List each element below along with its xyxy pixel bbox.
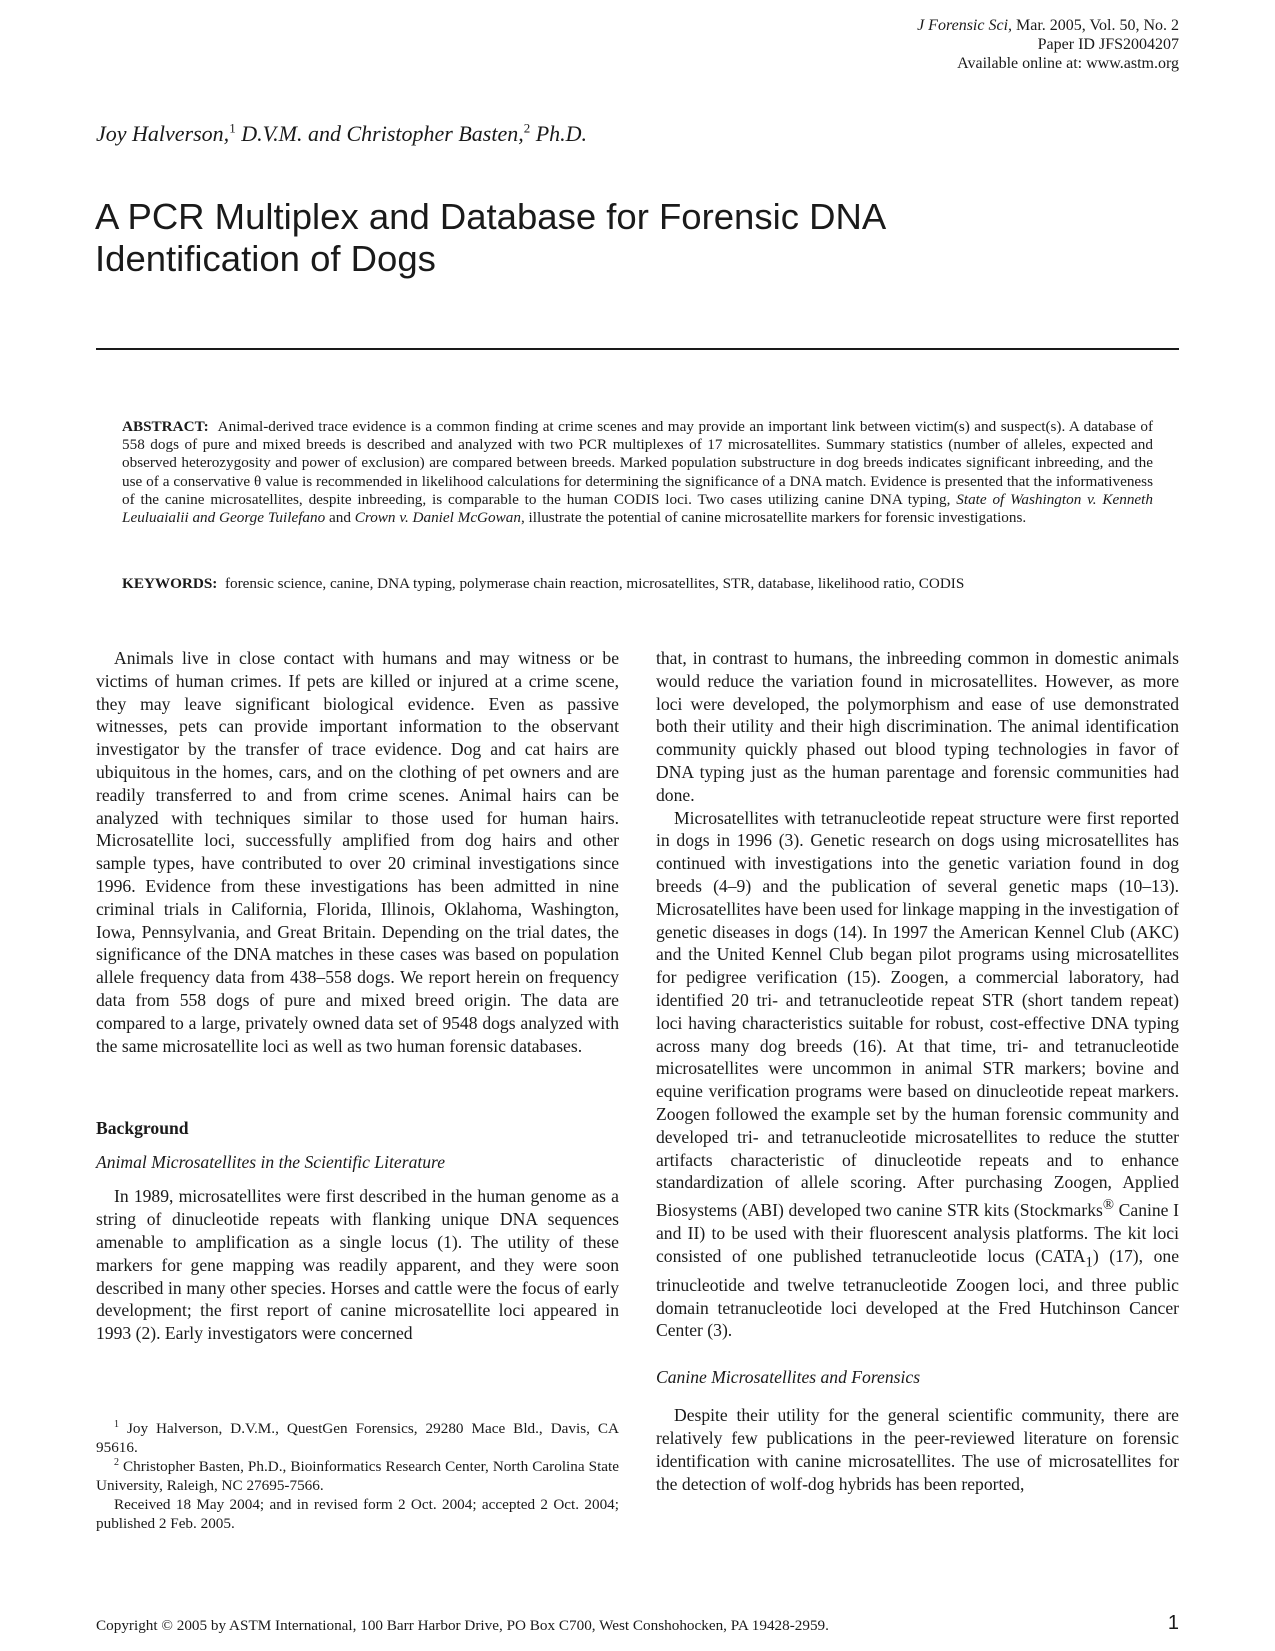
paragraph-continuation: that, in contrast to humans, the inbreeding common in domestic animals would reduce the variation found in microsatellites. However, as more loci were developed, the polymorphism and ease of use demonstrated both their utility and their high discrimination. The animal identification community quickly phased out blood typing technologies in favor of DNA typing just as the human parentage and forensic communities had done. xyxy=(656,648,1179,805)
abstract-text-1: Animal-derived trace evidence is a common finding at crime scenes and may provide an important link between victim(s) and suspect(s). A database of 558 dogs of pure and mixed breeds is described and analyzed with two PCR multiplexes of 17 microsatellites. Summary statistics (number of alleles, expected and observed heterozygosity and power of exclusion) are compared between breeds. Marked population substructure in dog breeds indicates significant inbreeding, and the use of a conservative θ value is recommended in likelihood calculations for determining the significance of a DNA match. Evidence is presented that the informativeness of the canine microsatellites, despite inbreeding, is comparable to the human CODIS loci. Two cases utilizing canine DNA typing, xyxy=(122,418,1154,508)
received-dates: Received 18 May 2004; and in revised form 2 Oct. 2004; accepted 2 Oct. 2004; published 2 Feb. 2005. xyxy=(96,1496,619,1532)
right-column xyxy=(656,647,1179,1495)
left-column xyxy=(96,647,619,1345)
online-availability: Available online at: www.astm.org xyxy=(957,55,1179,72)
author-2-footnote-mark: 2 xyxy=(523,120,531,136)
author-1-name: Joy Halverson, xyxy=(96,121,230,146)
cata-subscript: 1 xyxy=(1085,1254,1093,1271)
title-line-2: Identification of Dogs xyxy=(95,238,436,279)
registered-mark: ® xyxy=(1102,1197,1115,1214)
paper-title xyxy=(95,196,1095,280)
keywords xyxy=(122,575,1162,593)
abstract-label: ABSTRACT: xyxy=(122,418,209,435)
journal-citation xyxy=(917,16,1179,35)
paragraph-tetranucleotide xyxy=(656,807,1179,1343)
author-line xyxy=(96,121,587,147)
paper-id: Paper ID JFS2004207 xyxy=(1037,36,1179,53)
title-line-1: A PCR Multiplex and Database for Forensic DNA xyxy=(95,196,887,237)
footnotes xyxy=(96,1420,619,1534)
page-number: 1 xyxy=(1167,1612,1179,1634)
abstract-text-2: , illustrate the potential of canine microsatellite markers for forensic investigations. xyxy=(520,509,1027,527)
footnote-2-text: Christopher Basten, Ph.D., Bioinformatics Research Center, North Carolina State University, Raleigh, NC 27695-7566. xyxy=(96,1458,619,1494)
copyright-notice: Copyright © 2005 by ASTM International, 100 Barr Harbor Drive, PO Box C700, West Conshohocken, PA 19428-2959. xyxy=(96,1617,829,1634)
footnote-2-mark: 2 xyxy=(114,1456,119,1468)
journal-issue: Mar. 2005, Vol. 50, No. 2 xyxy=(1012,17,1179,34)
paragraph-tetranucleotide-part-b: Canine I and II) to be used with their fluorescent analysis platforms. The kit loci consisted of one published tetranucleotide locus (CATA xyxy=(656,1199,1179,1266)
author-1-footnote-mark: 1 xyxy=(229,120,236,136)
paragraph-microsatellites-1989: In 1989, microsatellites were first described in the human genome as a string of dinucleotide repeats with flanking unique DNA sequences amenable to amplification as a single locus (1). The utility of these markers for gene mapping was readily apparent, and they were soon described in many other species. Horses and cattle were the focus of early development; the first report of canine microsatellite loci appeared in 1993 (2). Early investigators were concerned xyxy=(96,1186,619,1344)
background-heading: Background xyxy=(96,1118,189,1139)
keywords-text: forensic science, canine, DNA typing, polymerase chain reaction, microsatellites, STR, database, likelihood ratio, CODIS xyxy=(224,575,965,592)
intro-paragraph: Animals live in close contact with humans and may witness or be victims of human crimes. If pets are killed or injured at a crime scene, they may leave significant biological evidence. Even as passive witnesses, pets can provide important information to the observant investigator by the transfer of trace evidence. Dog and cat hairs are ubiquitous in the homes, cars, and on the clothing of pet owners and are readily transferred to and from crime scenes. Animal hairs can be analyzed with techniques similar to those used for human hairs. Microsatellite loci, successfully amplified from dog hairs and other sample types, have contributed to over 20 criminal investigations since 1996. Evidence from these investigations has been admitted in nine criminal trials in California, Florida, Illinois, Oklahoma, Washington, Iowa, Pennsylvania, and Great Britain. Depending on the trial dates, the significance of the DNA matches in these cases was based on population allele frequency data from 438–558 dogs. We report herein on frequency data from 558 dogs of pure and mixed breed origin. The data are compared to a large, privately owned data set of 9548 dogs analyzed with the same microsatellite loci as well as two human forensic databases. xyxy=(96,648,619,1056)
case-citation-2: Crown v. Daniel McGowan xyxy=(354,509,521,527)
footnote-1 xyxy=(96,1420,619,1457)
footnote-1-mark: 1 xyxy=(114,1418,119,1430)
title-divider xyxy=(96,348,1179,350)
subheading-animal-microsatellites: Animal Microsatellites in the Scientific Literature xyxy=(96,1152,446,1173)
paragraph-canine-forensics: Despite their utility for the general scientific community, there are relatively few publications in the peer-reviewed literature on forensic identification with canine microsatellites. The use of microsatellites for the detection of wolf-dog hybrids has been reported, xyxy=(656,1405,1179,1494)
case-citation-1: State of Washington v. Kenneth Leuluaialii and George Tuilefano xyxy=(122,490,1153,527)
journal-info xyxy=(917,16,1179,73)
subheading-canine-forensics: Canine Microsatellites and Forensics xyxy=(656,1367,921,1388)
abstract xyxy=(122,418,1153,527)
paragraph-tetranucleotide-part-a: Microsatellites with tetranucleotide repeat structure were first reported in dogs in 1996 (3). Genetic research on dogs using microsatellites has continued with investigations into the genetic variation found in dog breeds (4–9) and the publication of several genetic maps (10–13). Microsatellites have been used for linkage mapping in the investigation of genetic diseases in dogs (14). In 1997 the American Kennel Club (AKC) and the United Kennel Club began pilot programs using microsatellites for pedigree verification (15). Zoogen, a commercial laboratory, had identified 20 tri- and tetranucleotide repeat STR (short tandem repeat) loci having characteristics suitable for robust, cost-effective DNA typing across many dog breeds (16). At that time, tri- and tetranucleotide microsatellites were uncommon in animal STR markers; bovine and equine verification programs were based on dinucleotide repeat markers. Zoogen followed the example set by the human forensic community and developed tri- and tetranucleotide microsatellites to reduce the stutter artifacts characteristic of dinucleotide repeats and to enhance standardization of allele scoring. After purchasing Zoogen, Applied Biosystems (ABI) developed two canine STR kits (Stockmarks xyxy=(656,807,1179,1220)
footnote-2 xyxy=(96,1458,619,1495)
author-2-name: D.V.M. and Christopher Basten, xyxy=(235,121,524,146)
journal-name: J Forensic Sci, xyxy=(917,17,1013,34)
keywords-label: KEYWORDS: xyxy=(122,575,218,592)
footnote-1-text: Joy Halverson, D.V.M., QuestGen Forensics, 29280 Mace Bld., Davis, CA 95616. xyxy=(96,1420,619,1456)
paragraph-tetranucleotide-part-c: ) (17), one trinucleotide and twelve tetranucleotide Zoogen loci, and three public domain tetranucleotide loci developed at the Fred Hutchinson Cancer Center (3). xyxy=(656,1245,1179,1341)
abstract-and: and xyxy=(325,509,355,527)
author-2-degree: Ph.D. xyxy=(530,121,588,146)
